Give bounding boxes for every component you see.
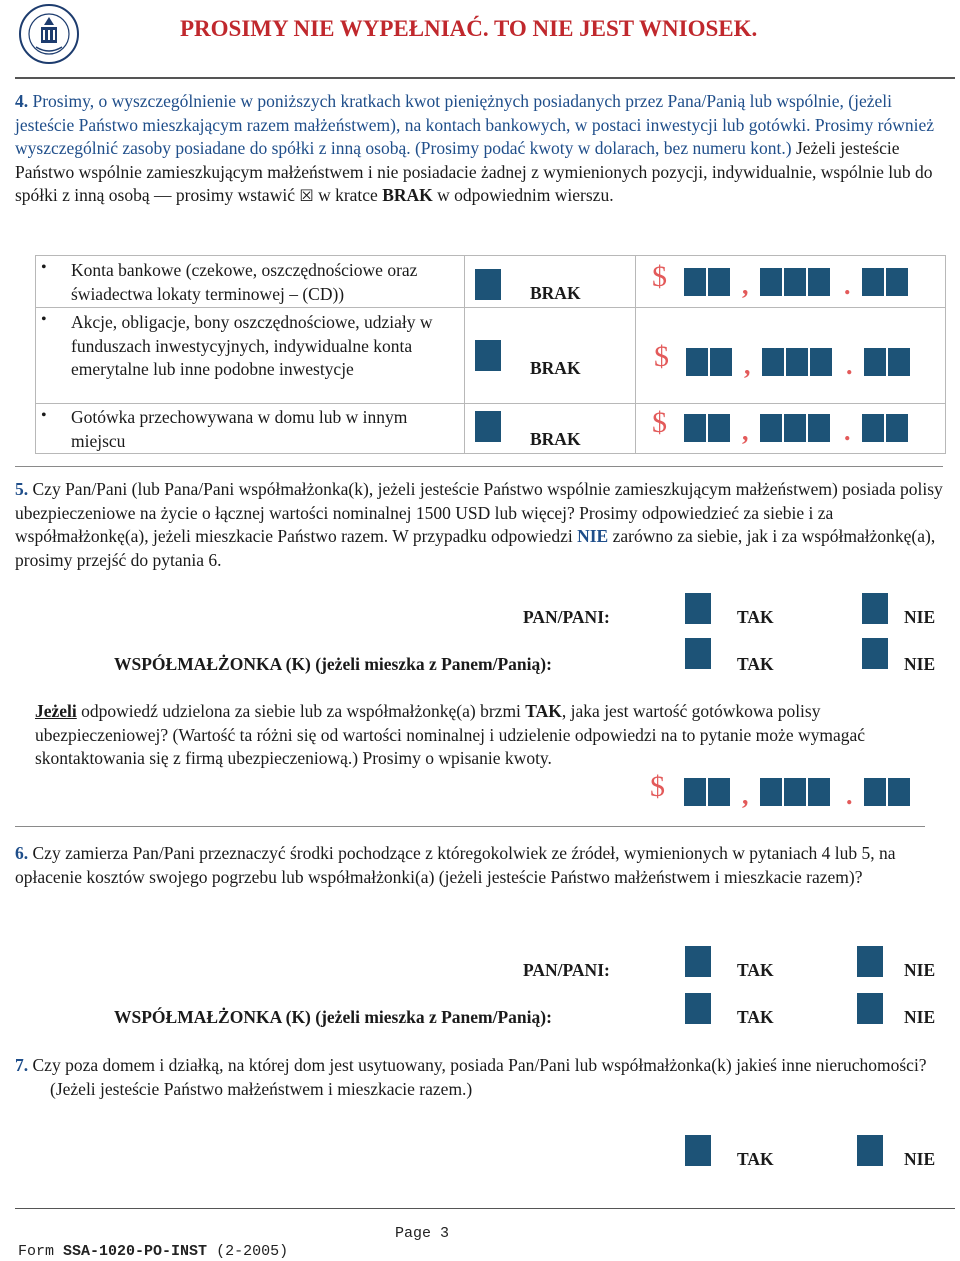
section-divider bbox=[15, 826, 925, 827]
digit-box[interactable] bbox=[864, 348, 886, 376]
table-row bbox=[36, 256, 946, 308]
q5-spouse-nie-label: NIE bbox=[904, 654, 936, 674]
q5-spouse-tak-label: TAK bbox=[737, 654, 774, 674]
row-label: • Gotówka przechowywana w domu lub w innym miejscu bbox=[36, 404, 464, 453]
q6-pan-tak-checkbox[interactable] bbox=[685, 946, 711, 977]
brak-label: BRAK bbox=[530, 429, 581, 449]
followup-text: odpowiedź udzielona za siebie lub za współmałżonkę(a) brzmi bbox=[81, 701, 521, 721]
q5-spouse-tak-checkbox[interactable] bbox=[685, 638, 711, 669]
page-number: Page 3 bbox=[395, 1225, 450, 1242]
question-4-note-2: w kratce bbox=[318, 185, 378, 205]
q5-amount-field[interactable] bbox=[650, 770, 940, 810]
q5-pan-tak-label: TAK bbox=[737, 607, 774, 627]
row-label: • Akcje, obligacje, bony oszczędnościowe, udziały w funduszach inwestycyjnych, indywidualne konta emerytalne lub inne podobne inwestycje bbox=[36, 308, 464, 382]
followup-tak: TAK bbox=[525, 701, 562, 721]
brak-checkbox[interactable] bbox=[475, 340, 501, 371]
question-5-text: Czy Pan/Pani (lub Pana/Pani współmałżonka(k), jeżeli jesteście Państwo wspólnie zamieszkującym małżeństwem) posiada polisy ubezpieczeniowe na życie o łącznej wartości nominalnej 1500 USD lub więcej? Prosimy odpowiedzieć za siebie i za współmałżonkę(a), jeżeli mieszkacie Państwo razem. W przypadku odpowiedzi bbox=[15, 479, 943, 546]
table-row bbox=[36, 404, 946, 454]
q5-pan-nie-checkbox[interactable] bbox=[862, 593, 888, 624]
comma-sep: , bbox=[742, 781, 749, 810]
digit-box[interactable] bbox=[862, 268, 884, 296]
row-label: • Konta bankowe (czekowe, oszczędnościowe oraz świadectwa lokaty terminowej – (CD)) bbox=[36, 256, 464, 306]
digit-box[interactable] bbox=[708, 414, 730, 442]
digit-box[interactable] bbox=[888, 778, 910, 806]
page-title: PROSIMY NIE WYPEŁNIAĆ. TO NIE JEST WNIOSEK. bbox=[180, 16, 758, 41]
question-4-note-1: Jeżeli jesteście Państwo wspólnie zamieszkującym małżeństwem i nie posiadacie żadnej z wymienionych pozycji, indywidualnie, wspólnie lub do spółki z inną osobą — prosimy wstawić bbox=[15, 138, 933, 205]
digit-box[interactable] bbox=[864, 778, 886, 806]
amount-field[interactable] bbox=[652, 406, 942, 446]
question-4-instructions: Prosimy, o wyszczególnienie w poniższych kratkach kwot pieniężnych posiadanych przez Pana/Panią lub wspólnie, (jeżeli jesteście Państwo mieszkającym razem małżeństwem), na kontach bankowych, w postaci inwestycji lub gotówki. Prosimy również wyszczególnić zasoby posiadane do spółki z inną osobą. (Prosimy podać kwoty w dolarach, bez numeru kont.) bbox=[15, 91, 934, 158]
brak-checkbox[interactable] bbox=[475, 411, 501, 442]
question-4 bbox=[15, 90, 935, 208]
q5-spouse-nie-checkbox[interactable] bbox=[862, 638, 888, 669]
question-5-text-end: zarówno za siebie, jak i za współmałżonkę(a), prosimy przejść do pytania 6. bbox=[15, 526, 936, 570]
digit-box[interactable] bbox=[686, 348, 708, 376]
q6-spouse-label: WSPÓŁMAŁŻONKA (K) (jeżeli mieszka z Panem/Panią): bbox=[114, 1007, 552, 1027]
q6-pan-label: PAN/PANI: bbox=[523, 960, 610, 980]
dollar-sign: $ bbox=[652, 406, 667, 439]
digit-box[interactable] bbox=[760, 778, 782, 806]
section-divider bbox=[15, 466, 943, 467]
brak-checkbox[interactable] bbox=[475, 269, 501, 300]
q5-pan-tak-checkbox[interactable] bbox=[685, 593, 711, 624]
digit-box[interactable] bbox=[810, 348, 832, 376]
q5-pan-nie-label: NIE bbox=[904, 607, 936, 627]
digit-box[interactable] bbox=[786, 348, 808, 376]
digit-box[interactable] bbox=[886, 414, 908, 442]
digit-box[interactable] bbox=[808, 268, 830, 296]
question-7 bbox=[15, 1054, 935, 1101]
digit-box[interactable] bbox=[784, 778, 806, 806]
digit-box[interactable] bbox=[708, 778, 730, 806]
comma-sep: , bbox=[742, 271, 749, 300]
question-7-text: Czy poza domem i działką, na której dom jest usytuowany, posiada Pan/Pani lub współmałżonka(k) jakieś inne nieruchomości? (Jeżeli jesteście Państwo małżeństwem i mieszkacie razem.) bbox=[32, 1055, 927, 1099]
digit-box[interactable] bbox=[888, 348, 910, 376]
amount-field[interactable] bbox=[654, 340, 944, 380]
decimal-sep: . bbox=[844, 271, 851, 300]
digit-box[interactable] bbox=[760, 414, 782, 442]
assets-table bbox=[35, 255, 946, 454]
digit-box[interactable] bbox=[886, 268, 908, 296]
digit-box[interactable] bbox=[684, 778, 706, 806]
question-5-nie: NIE bbox=[577, 526, 609, 546]
digit-box[interactable] bbox=[708, 268, 730, 296]
decimal-sep: . bbox=[844, 417, 851, 446]
digit-box[interactable] bbox=[684, 414, 706, 442]
digit-box[interactable] bbox=[784, 268, 806, 296]
q7-tak-checkbox[interactable] bbox=[685, 1135, 711, 1166]
amount-field[interactable] bbox=[652, 260, 942, 300]
q5-spouse-label: WSPÓŁMAŁŻONKA (K) (jeżeli mieszka z Panem/Panią): bbox=[114, 654, 552, 674]
digit-box[interactable] bbox=[762, 348, 784, 376]
question-4-number: 4. bbox=[15, 91, 29, 111]
q6-spouse-tak-checkbox[interactable] bbox=[685, 993, 711, 1024]
q7-tak-label: TAK bbox=[737, 1149, 774, 1169]
digit-box[interactable] bbox=[862, 414, 884, 442]
checkbox-x-icon: ☒ bbox=[299, 186, 314, 205]
digit-box[interactable] bbox=[710, 348, 732, 376]
header-divider bbox=[15, 77, 955, 79]
comma-sep: , bbox=[742, 417, 749, 446]
q6-pan-nie-label: NIE bbox=[904, 960, 936, 980]
ssa-logo bbox=[18, 3, 80, 65]
q6-spouse-nie-checkbox[interactable] bbox=[857, 993, 883, 1024]
digit-box[interactable] bbox=[760, 268, 782, 296]
question-5-number: 5. bbox=[15, 479, 29, 499]
dollar-sign: $ bbox=[650, 770, 665, 803]
q6-spouse-tak-label: TAK bbox=[737, 1007, 774, 1027]
form-prefix: Form bbox=[18, 1243, 55, 1260]
table-row bbox=[36, 308, 946, 404]
decimal-sep: . bbox=[846, 351, 853, 380]
q7-nie-label: NIE bbox=[904, 1149, 936, 1169]
decimal-sep: . bbox=[846, 781, 853, 810]
q5-pan-label: PAN/PANI: bbox=[523, 607, 610, 627]
dollar-sign: $ bbox=[652, 260, 667, 293]
brak-label: BRAK bbox=[530, 358, 581, 378]
question-4-note-3: w odpowiednim wierszu. bbox=[437, 185, 614, 205]
digit-box[interactable] bbox=[684, 268, 706, 296]
digit-box[interactable] bbox=[784, 414, 806, 442]
form-id: SSA-1020-PO-INST bbox=[63, 1243, 208, 1260]
question-7-number: 7. bbox=[15, 1055, 29, 1075]
digit-box[interactable] bbox=[808, 414, 830, 442]
question-6-text: Czy zamierza Pan/Pani przeznaczyć środki pochodzące z któregokolwiek ze źródeł, wymienionych w pytaniach 4 lub 5, na opłacenie kosztów swojego pogrzebu lub współmałżonki(a) (jeżeli jesteście Państwo małżeństwem i mieszkacie razem)? bbox=[15, 843, 896, 887]
comma-sep: , bbox=[744, 351, 751, 380]
digit-box[interactable] bbox=[808, 778, 830, 806]
question-6-number: 6. bbox=[15, 843, 29, 863]
footer-divider bbox=[15, 1208, 955, 1209]
question-5 bbox=[15, 478, 945, 572]
question-4-brak: BRAK bbox=[382, 185, 433, 205]
q6-spouse-nie-label: NIE bbox=[904, 1007, 936, 1027]
question-6 bbox=[15, 842, 935, 889]
q6-pan-tak-label: TAK bbox=[737, 960, 774, 980]
dollar-sign: $ bbox=[654, 340, 669, 373]
followup-text-end: , jaka jest wartość gotówkowa polisy ubezpieczeniowej? (Wartość ta różni się od wartości nominalnej i udzielenie odpowiedzi na to pytanie może wymagać skontaktowania się z firmą ubezpieczeniową.) Prosimy o wpisanie kwoty. bbox=[35, 701, 866, 768]
form-date: (2-2005) bbox=[216, 1243, 289, 1260]
q7-nie-checkbox[interactable] bbox=[857, 1135, 883, 1166]
form-footer bbox=[18, 1225, 288, 1261]
q6-pan-nie-checkbox[interactable] bbox=[857, 946, 883, 977]
followup-underline: Jeżeli bbox=[35, 701, 77, 721]
question-5-followup bbox=[35, 700, 945, 771]
brak-label: BRAK bbox=[530, 283, 581, 303]
